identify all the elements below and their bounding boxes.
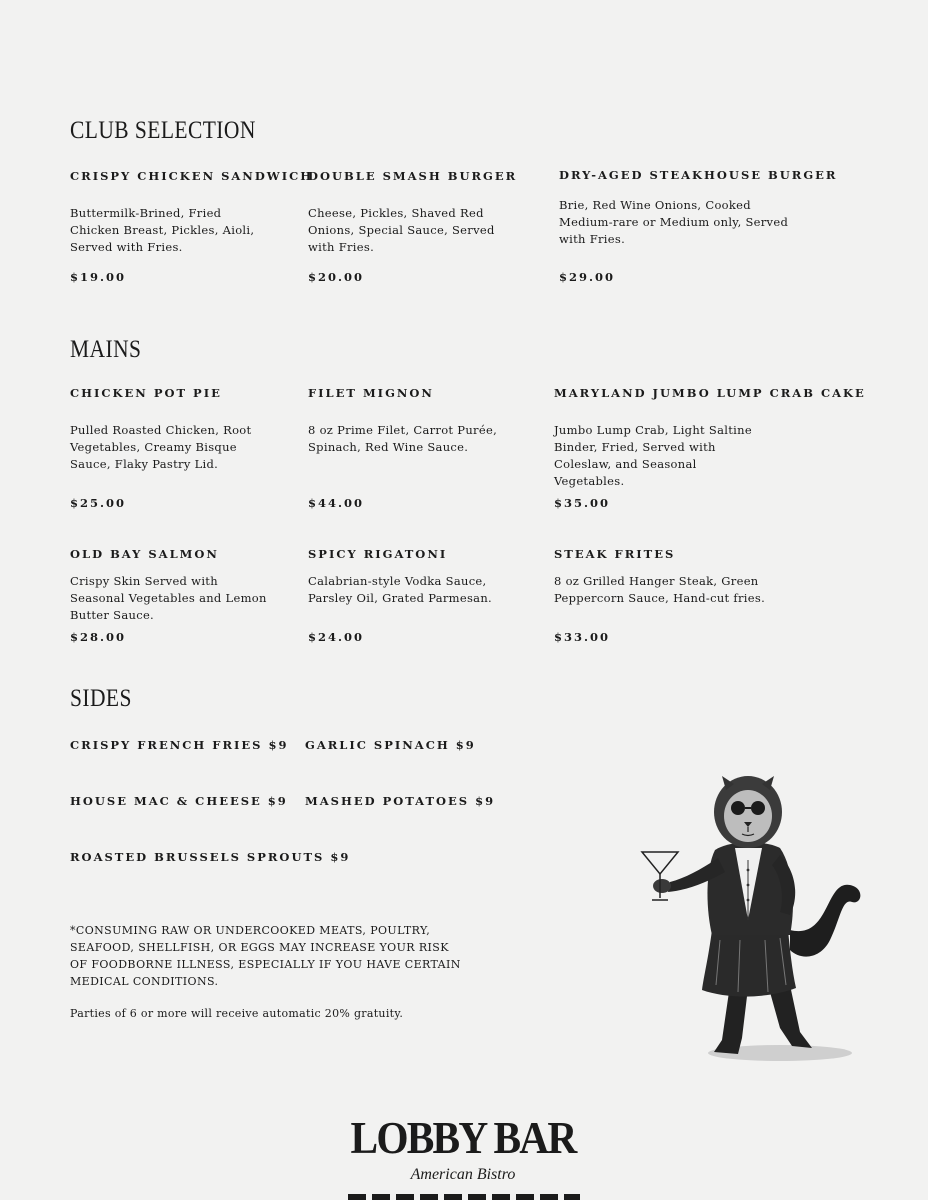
gratuity-note: Parties of 6 or more will receive automatic 20% gratuity. <box>70 1007 404 1020</box>
item-description: Jumbo Lump Crab, Light Saltine Binder, Fried, Served with Coleslaw, and Seasonal Vegetables. <box>554 422 752 488</box>
item-description: Brie, Red Wine Onions, Cooked Medium-rare or Medium only, Served with Fries. <box>559 197 789 246</box>
menu-item <box>70 169 314 256</box>
item-name: OLD BAY SALMON <box>70 547 219 561</box>
menu-item <box>70 549 300 624</box>
section-title-club: CLUB SELECTION <box>70 117 256 144</box>
menu-item <box>308 388 538 456</box>
menu-item <box>308 171 538 256</box>
item-name: STEAK FRITES <box>554 547 676 561</box>
health-disclaimer: *CONSUMING RAW OR UNDERCOOKED MEATS, POULTRY, SEAFOOD, SHELLFISH, OR EGGS MAY INCREASE YOUR RISK OF FOODBORNE ILLNESS, ESPECIALLY IF YOU HAVE CERTAIN MEDICAL CONDITIONS. <box>70 924 461 988</box>
menu-item <box>308 549 538 607</box>
item-price: $19.00 <box>70 270 127 284</box>
item-price: $35.00 <box>554 496 611 510</box>
item-price: $29.00 <box>559 270 616 284</box>
item-description: 8 oz Prime Filet, Carrot Purée, Spinach, Red Wine Sauce. <box>308 422 498 454</box>
item-name: MARYLAND JUMBO LUMP CRAB CAKE <box>554 386 866 400</box>
item-name: CRISPY CHICKEN SANDWICH <box>70 169 314 183</box>
item-price: $20.00 <box>308 270 365 284</box>
item-description: Calabrian-style Vodka Sauce, Parsley Oil, Grated Parmesan. <box>308 573 492 605</box>
menu-item <box>559 170 839 248</box>
menu-item <box>554 386 866 490</box>
item-name: SPICY RIGATONI <box>308 547 448 561</box>
item-name: DRY-AGED STEAKHOUSE BURGER <box>559 168 838 182</box>
brand-logo: LOBBY BAR <box>350 1112 576 1163</box>
side-item: ROASTED BRUSSELS SPROUTS $9 <box>70 850 351 864</box>
menu-item <box>554 549 814 607</box>
item-price: $28.00 <box>70 630 127 644</box>
section-title-mains: MAINS <box>70 336 142 363</box>
item-description: Cheese, Pickles, Shaved Red Onions, Special Sauce, Served with Fries. <box>308 205 495 254</box>
panther-with-martini-icon <box>630 770 870 1070</box>
item-price: $44.00 <box>308 496 365 510</box>
side-item: HOUSE MAC & CHEESE $9 <box>70 794 288 808</box>
item-description: 8 oz Grilled Hanger Steak, Green Peppercorn Sauce, Hand-cut fries. <box>554 573 766 605</box>
cut-off-logo-row <box>348 1194 580 1200</box>
item-name: CHICKEN POT PIE <box>70 386 222 400</box>
side-item: CRISPY FRENCH FRIES $9 <box>70 738 289 752</box>
item-price: $25.00 <box>70 496 127 510</box>
item-description: Buttermilk-Brined, Fried Chicken Breast, Pickles, Aioli, Served with Fries. <box>70 205 255 254</box>
menu-item <box>70 388 300 473</box>
section-title-sides: SIDES <box>70 685 132 712</box>
side-item: GARLIC SPINACH $9 <box>305 738 476 752</box>
item-description: Pulled Roasted Chicken, Root Vegetables, Creamy Bisque Sauce, Flaky Pastry Lid. <box>70 422 252 471</box>
side-item: MASHED POTATOES $9 <box>305 794 496 808</box>
item-description: Crispy Skin Served with Seasonal Vegetables and Lemon Butter Sauce. <box>70 573 267 622</box>
item-price: $33.00 <box>554 630 611 644</box>
item-price: $24.00 <box>308 630 365 644</box>
item-name: FILET MIGNON <box>308 386 434 400</box>
item-name: DOUBLE SMASH BURGER <box>308 169 518 183</box>
brand-tagline: American Bistro <box>410 1166 516 1183</box>
